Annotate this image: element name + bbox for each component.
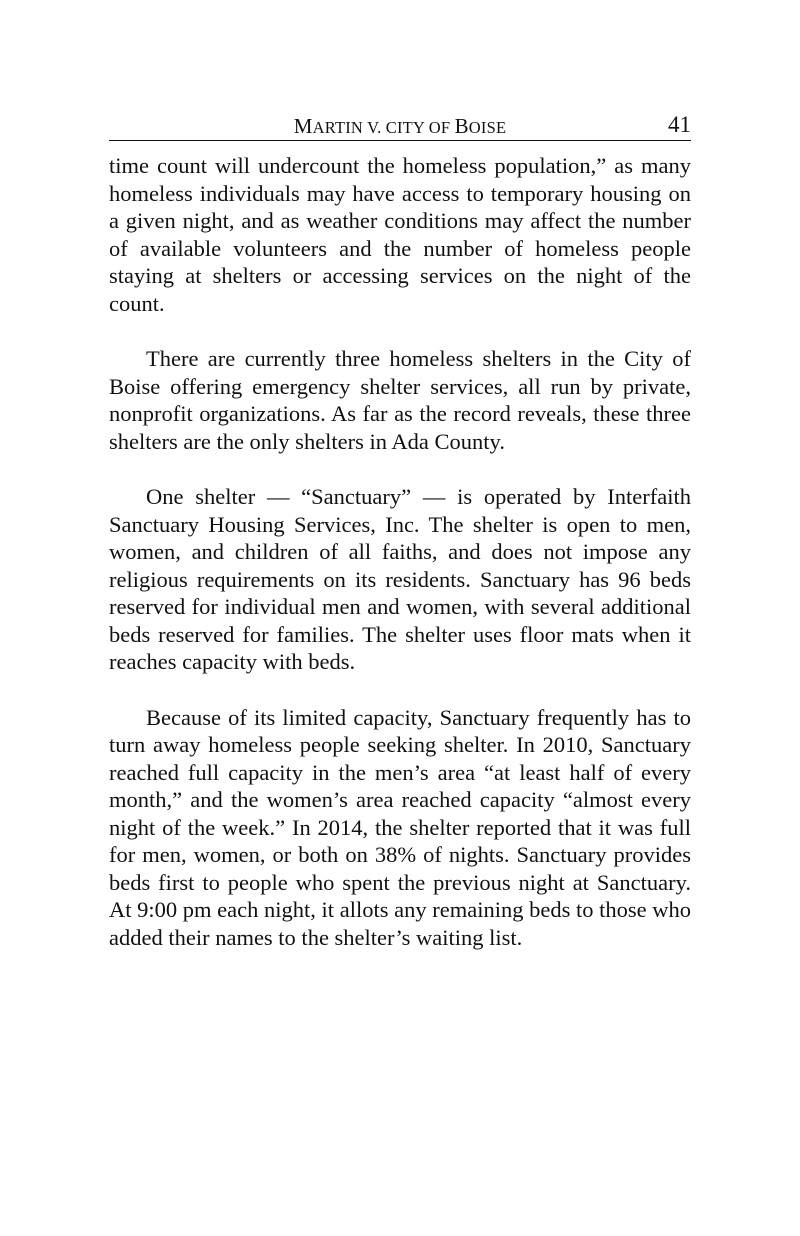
document-page	[109, 112, 691, 979]
running-header	[109, 112, 691, 141]
case-title-part: ITY OF	[396, 118, 455, 137]
page-number: 41	[668, 112, 691, 137]
case-title-part: B	[454, 114, 469, 138]
paragraph: time count will undercount the homeless population,” as many homeless individuals may have access to temporary housing on a given night, and as weather conditions may affect the number of available volunteers and the number of homeless people staying at shelters or accessing services on the night of the count.	[109, 153, 691, 316]
body-text	[109, 152, 691, 951]
paragraph: Because of its limited capacity, Sanctuary frequently has to turn away homeless people seeking shelter. In 2010, Sanctuary reached full capacity in the men’s area “at least half of every month,” and the women’s area reached capacity “almost every night of the week.” In 2014, the shelter reported that it was full for men, women, or both on 38% of nights. Sanctuary provides beds first to people who spent the previous night at Sanctuary. At 9:00 pm each night, it allots any remaining beds to those who added their names to the shelter’s waiting list.	[109, 704, 691, 950]
case-title-part: V. C	[367, 118, 397, 137]
paragraph: There are currently three homeless shelters in the City of Boise offering emergency shelter services, all run by private, nonprofit organizations. As far as the record reveals, these three shelters are the only shelters in Ada County.	[109, 346, 691, 454]
paragraph: One shelter — “Sanctuary” — is operated by Interfaith Sanctuary Housing Services, Inc. The shelter is open to men, women, and children of all faiths, and does not impose any religious requirements on its residents. Sanctuary has 96 beds reserved for individual men and women, with several additional beds reserved for families. The shelter uses floor mats when it reaches capacity with beds.	[109, 484, 691, 674]
case-title-part: OISE	[468, 118, 507, 137]
case-title-part: M	[293, 114, 313, 138]
case-title-part: ARTIN	[312, 118, 368, 137]
case-title	[109, 114, 691, 139]
